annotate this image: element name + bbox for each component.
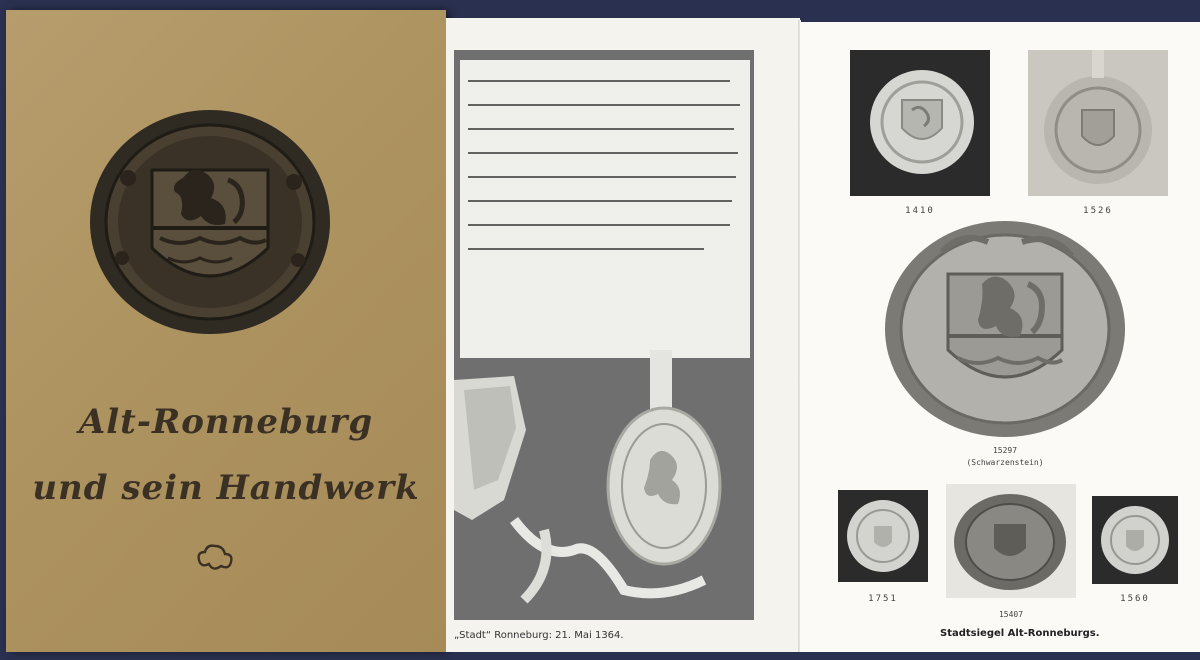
cover-seal-emblem xyxy=(88,108,332,336)
seal-label-1410: 1410 xyxy=(905,206,935,216)
seal-photo-1410 xyxy=(850,50,990,196)
right-page xyxy=(800,22,1200,652)
hanging-seals-picture xyxy=(454,350,754,620)
seal-note-schwarzenstein: (Schwarzenstein) xyxy=(966,458,1044,467)
seal-label-1751: 1751 xyxy=(868,594,898,604)
seal-photo-1560 xyxy=(1092,496,1178,584)
seal-label-15407: 15407 xyxy=(998,610,1024,619)
seal-photo-15407 xyxy=(946,484,1076,598)
charter-caption: „Stadt“ Ronneburg: 21. Mai 1364. xyxy=(454,630,624,641)
cover-title-line2: und sein Handwerk xyxy=(32,468,420,508)
seal-label-1526: 1526 xyxy=(1083,206,1113,216)
charter-photo xyxy=(454,50,754,620)
seal-photo-15297 xyxy=(882,218,1128,440)
seal-photo-1526 xyxy=(1028,50,1168,196)
seal-label-1560: 1560 xyxy=(1120,594,1150,604)
seal-label-15297: 15297 xyxy=(992,446,1018,455)
booklet-cover xyxy=(6,10,446,652)
charter-document xyxy=(460,60,750,358)
seal-photo-1751 xyxy=(838,490,928,582)
ornament-icon xyxy=(196,542,234,572)
cover-title-line1: Alt-Ronneburg xyxy=(78,402,374,442)
right-page-caption: Stadtsiegel Alt-Ronneburgs. xyxy=(940,628,1100,639)
middle-page xyxy=(446,18,800,652)
